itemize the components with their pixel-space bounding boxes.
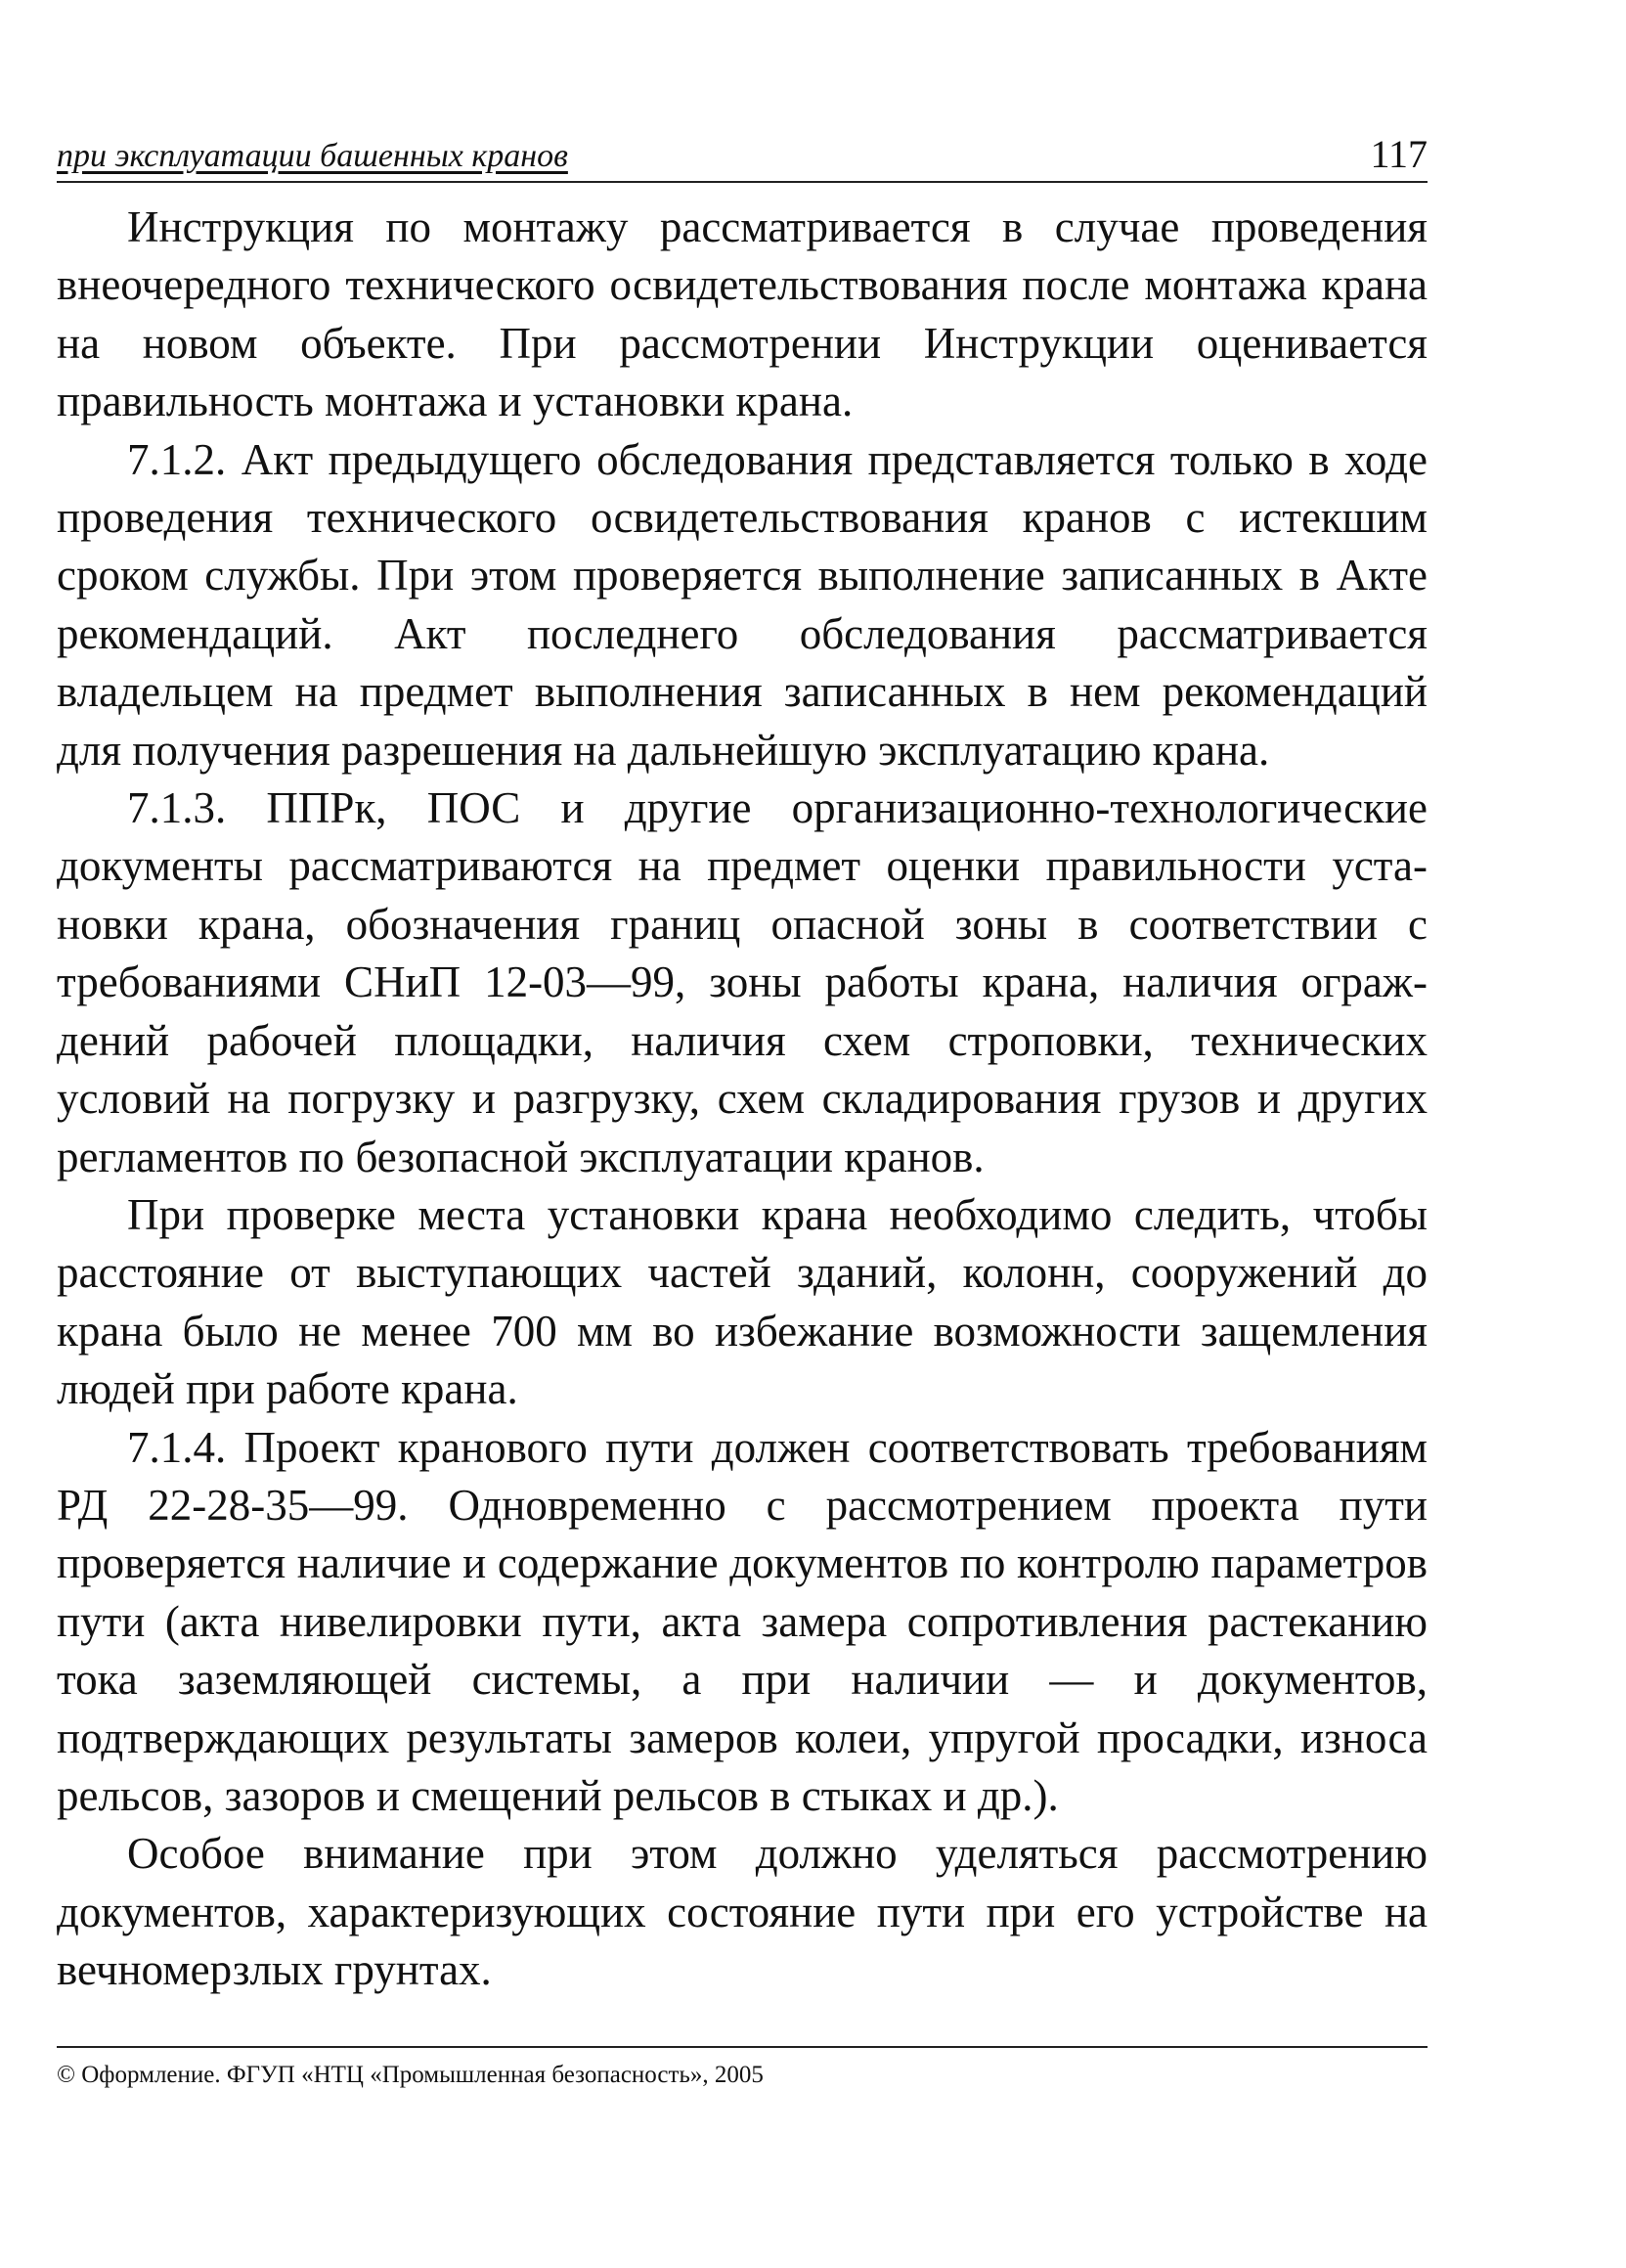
running-title: при эксплуатации башенных кранов (57, 138, 568, 174)
paragraph: 7.1.4. Проект кранового пути должен соответствовать требованиям РД 22-28-35—99. Одновременно с рассмотрением проекта пути проверяется наличие и содержание документов по контролю параметров пути (акта нивелировки пути, акта замера сопротивления растеканию тока заземляющей системы, а при наличии — и документов, подтверждающих результаты замеров колеи, упругой просадки, износа рельсов, зазоров и смещений рельсов в стыках и др.). (57, 1422, 1428, 1820)
paragraph: Особое внимание при этом должно уделяться рассмотрению документов, характеризующих состояние пути при его устройстве на вечномерзлых грунтах. (57, 1829, 1428, 1995)
page-number: 117 (1370, 132, 1428, 176)
page-header (57, 132, 1428, 183)
footer-divider (57, 2046, 1428, 2048)
paragraph: 7.1.3. ППРк, ПОС и другие организационно-технологические документы рассматриваются на предмет оценки правильности установки крана, обозначения границ опасной зоны в соответствии с требованиями СНиП 12-03—99, зоны работы крана, наличия ограждений рабочей площадки, наличия схем строповки, технических условий на погрузку и разгрузку, схем складирования грузов и других регламентов по безопасной эксплуатации кранов. (57, 783, 1428, 1181)
paragraph: Инструкция по монтажу рассматривается в случае проведения внеочередного технического освидетельствования после монтажа крана на новом объекте. При рассмотрении Инструкции оценивается правильность монтажа и установки крана. (57, 202, 1428, 426)
paragraph: 7.1.2. Акт предыдущего обследования представляется только в ходе проведения технического освидетельствования кранов с истекшим сроком службы. При этом проверяется выполнение записанных в Акте рекомендаций. Акт последнего обследования рассматривается владельцем на предмет выполнения записанных в нем рекомендаций для получения разрешения на дальнейшую эксплуатацию крана. (57, 434, 1428, 775)
paragraph: При проверке места установки крана необходимо следить, чтобы расстояние от выступающих частей зданий, колонн, сооружений до крана было не менее 700 мм во избежание возможности защемления людей при работе крана. (57, 1189, 1428, 1414)
body-text (57, 199, 1428, 2000)
footer-copyright: © Оформление. ФГУП «НТЦ «Промышленная безопасность», 2005 (57, 2062, 764, 2088)
